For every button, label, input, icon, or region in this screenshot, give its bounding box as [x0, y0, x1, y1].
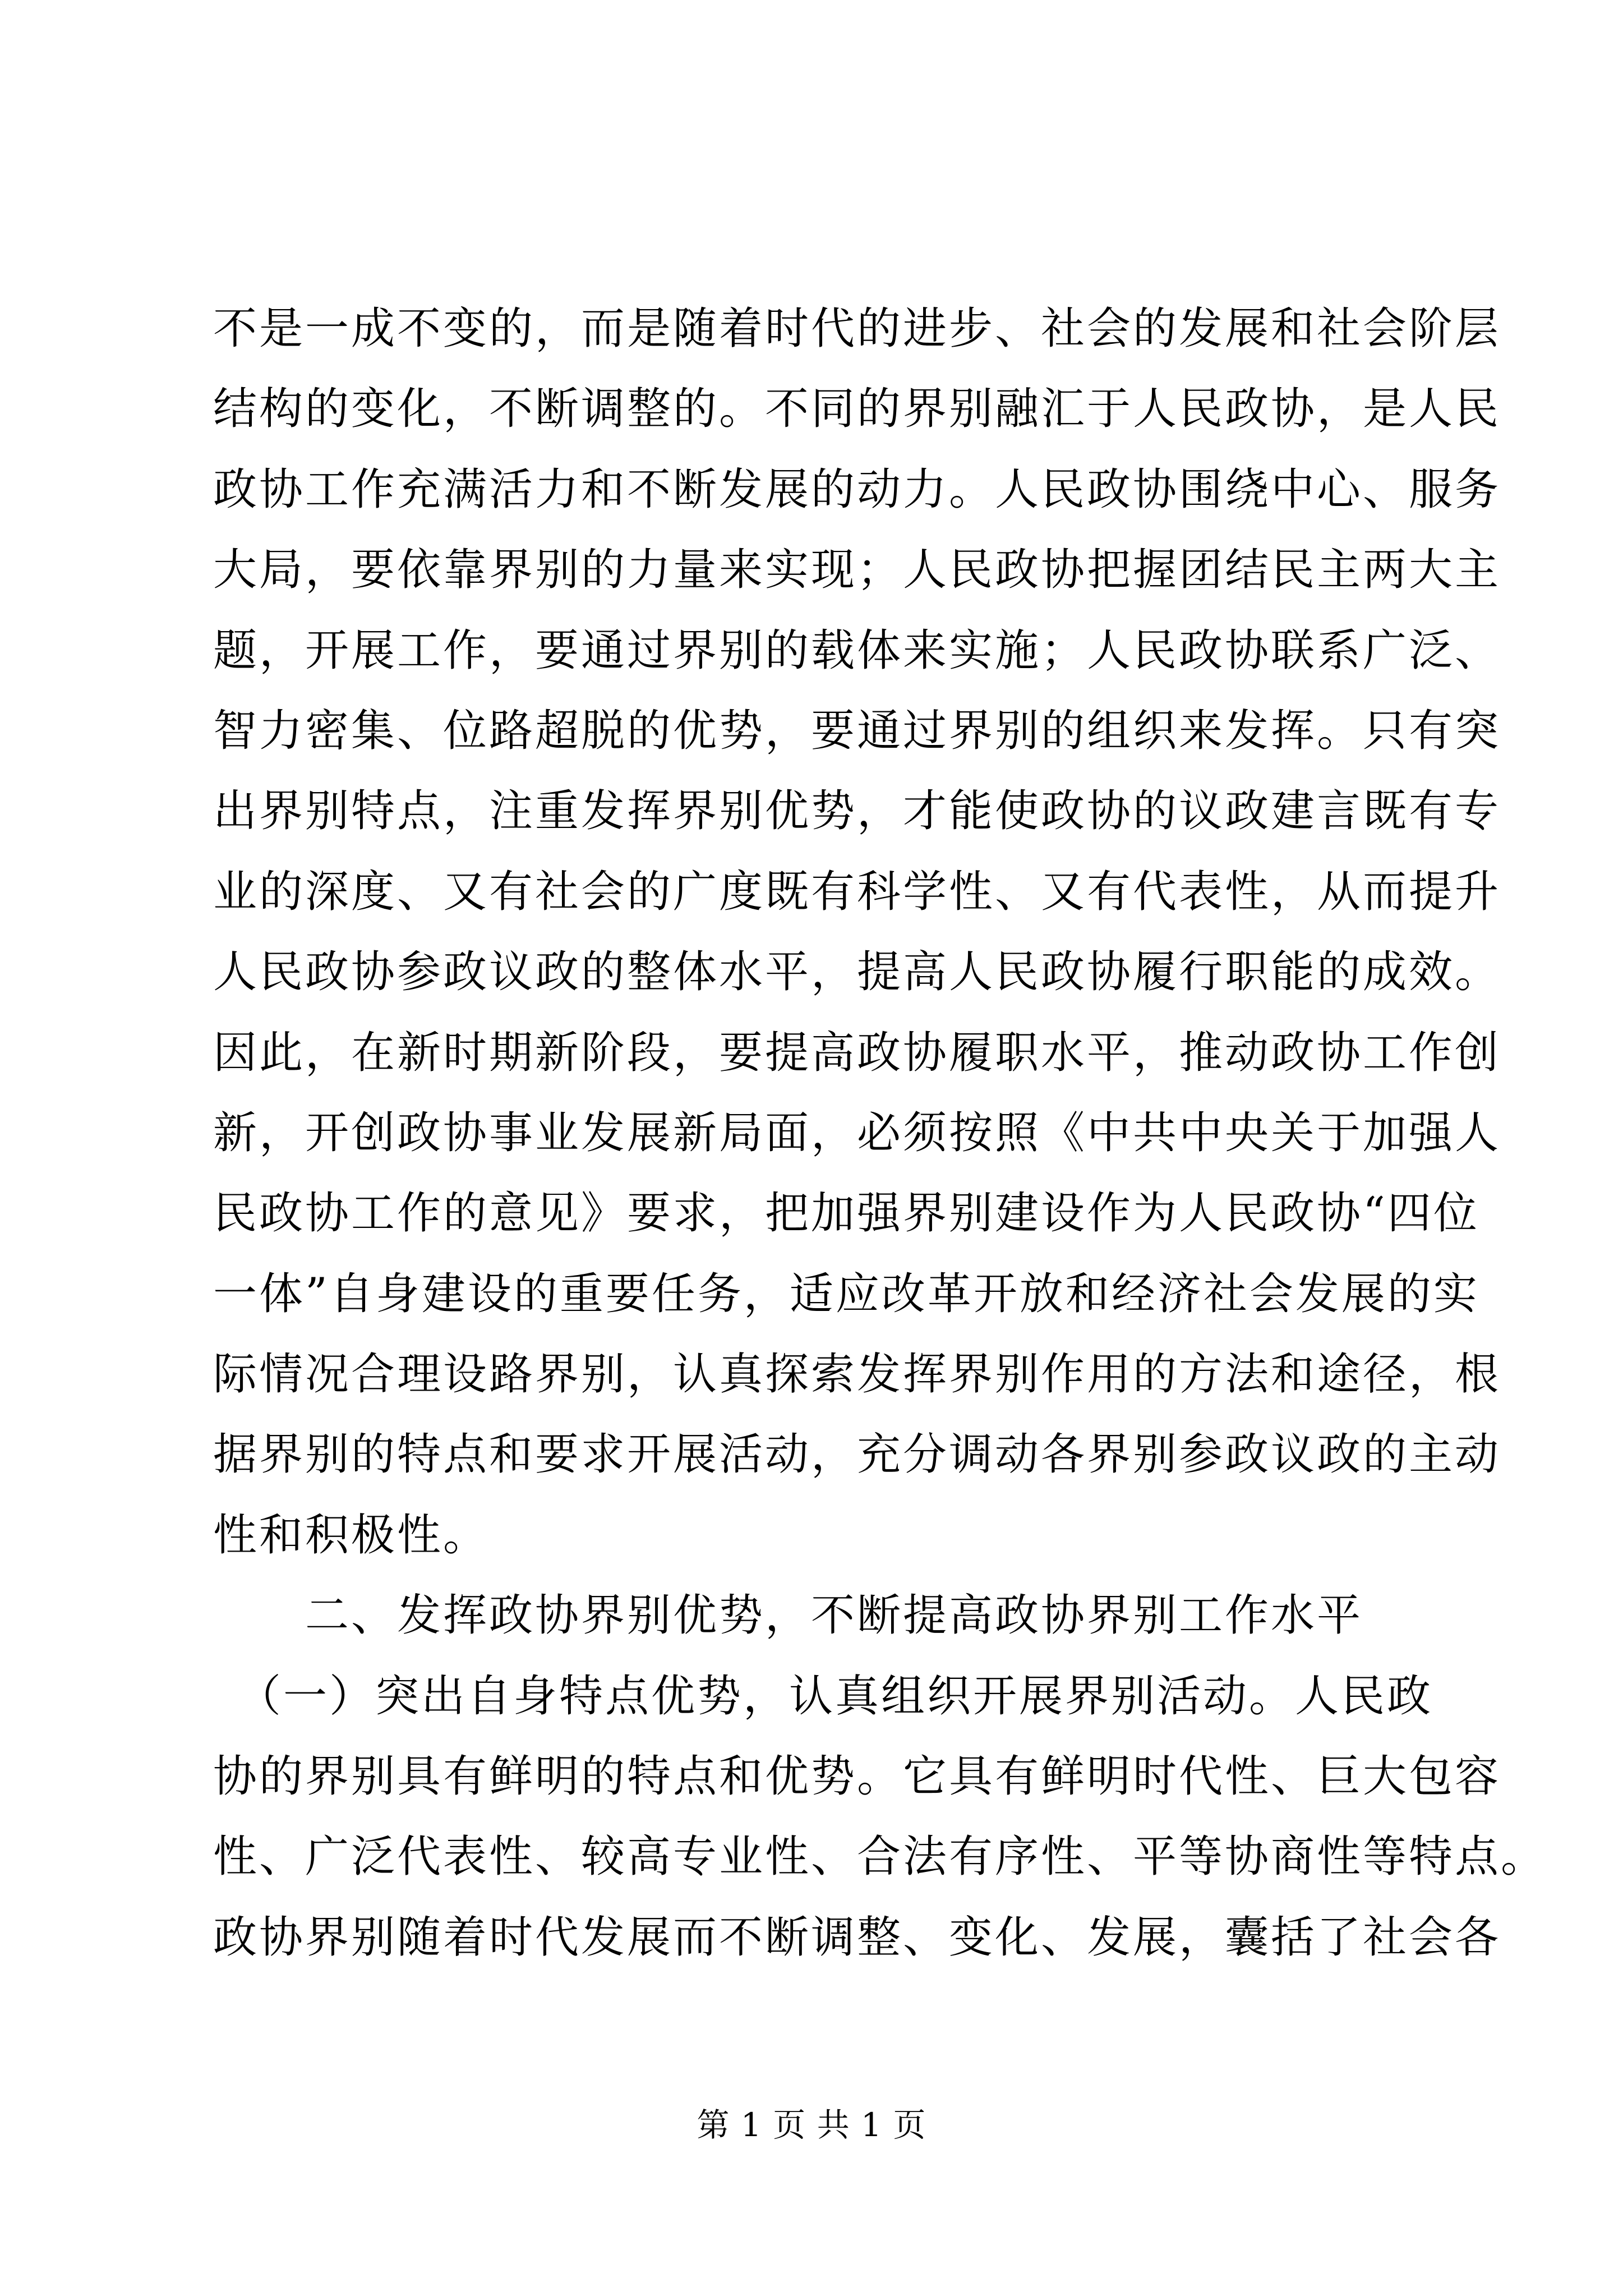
page-footer: 第 1 页 共 1 页	[697, 2106, 926, 2144]
text-line: 结构的变化，不断调整的。不同的界别融汇于人民政协，是人民	[213, 384, 1501, 435]
text-line: 大局，要依靠界别的力量来实现；人民政协把握团结民主两大主	[213, 545, 1501, 596]
text-line: 出界别特点，注重发挥界别优势，才能使政协的议政建言既有专	[213, 786, 1501, 837]
text-line: 不是一成不变的，而是随着时代的进步、社会的发展和社会阶层	[213, 303, 1501, 354]
text-line: 人民政协参政议政的整体水平，提高人民政协履行职能的成效。	[213, 947, 1501, 998]
text-line: 智力密集、位路超脱的优势，要通过界别的组织来发挥。只有突	[213, 705, 1501, 756]
body-text	[213, 289, 1547, 1978]
subsection-heading-line: （一）突出自身特点优势，认真组织开展界别活动。人民政	[213, 1671, 1433, 1722]
text-line: 政协工作充满活力和不断发展的动力。人民政协围绕中心、服务	[213, 464, 1501, 515]
text-line: 性、广泛代表性、较高专业性、合法有序性、平等协商性等特点。	[213, 1832, 1547, 1883]
text-line: 民政协工作的意见》要求，把加强界别建设作为人民政协“四位	[213, 1188, 1479, 1239]
text-line: 协的界别具有鲜明的特点和优势。它具有鲜明时代性、巨大包容	[213, 1751, 1501, 1802]
text-line: 际情况合理设路界别，认真探索发挥界别作用的方法和途径，根	[213, 1349, 1501, 1400]
text-line: 一体”自身建设的重要任务，适应改革开放和经济社会发展的实	[213, 1268, 1479, 1319]
text-line: 因此，在新时期新阶段，要提高政协履职水平，推动政协工作创	[213, 1027, 1501, 1078]
text-line: 题，开展工作，要通过界别的载体来实施；人民政协联系广泛、	[213, 625, 1501, 676]
text-line: 性和积极性。	[213, 1510, 490, 1561]
text-line: 据界别的特点和要求开展活动，充分调动各界别参政议政的主动	[213, 1429, 1501, 1480]
text-line: 业的深度、又有社会的广度既有科学性、又有代表性，从而提升	[213, 866, 1501, 917]
text-line: 政协界别随着时代发展而不断调整、变化、发展，囊括了社会各	[213, 1912, 1501, 1963]
text-line: 新，开创政协事业发展新局面，必须按照《中共中央关于加强人	[213, 1107, 1501, 1158]
section-heading: 二、发挥政协界别优势，不断提高政协界别工作水平	[213, 1590, 1363, 1641]
